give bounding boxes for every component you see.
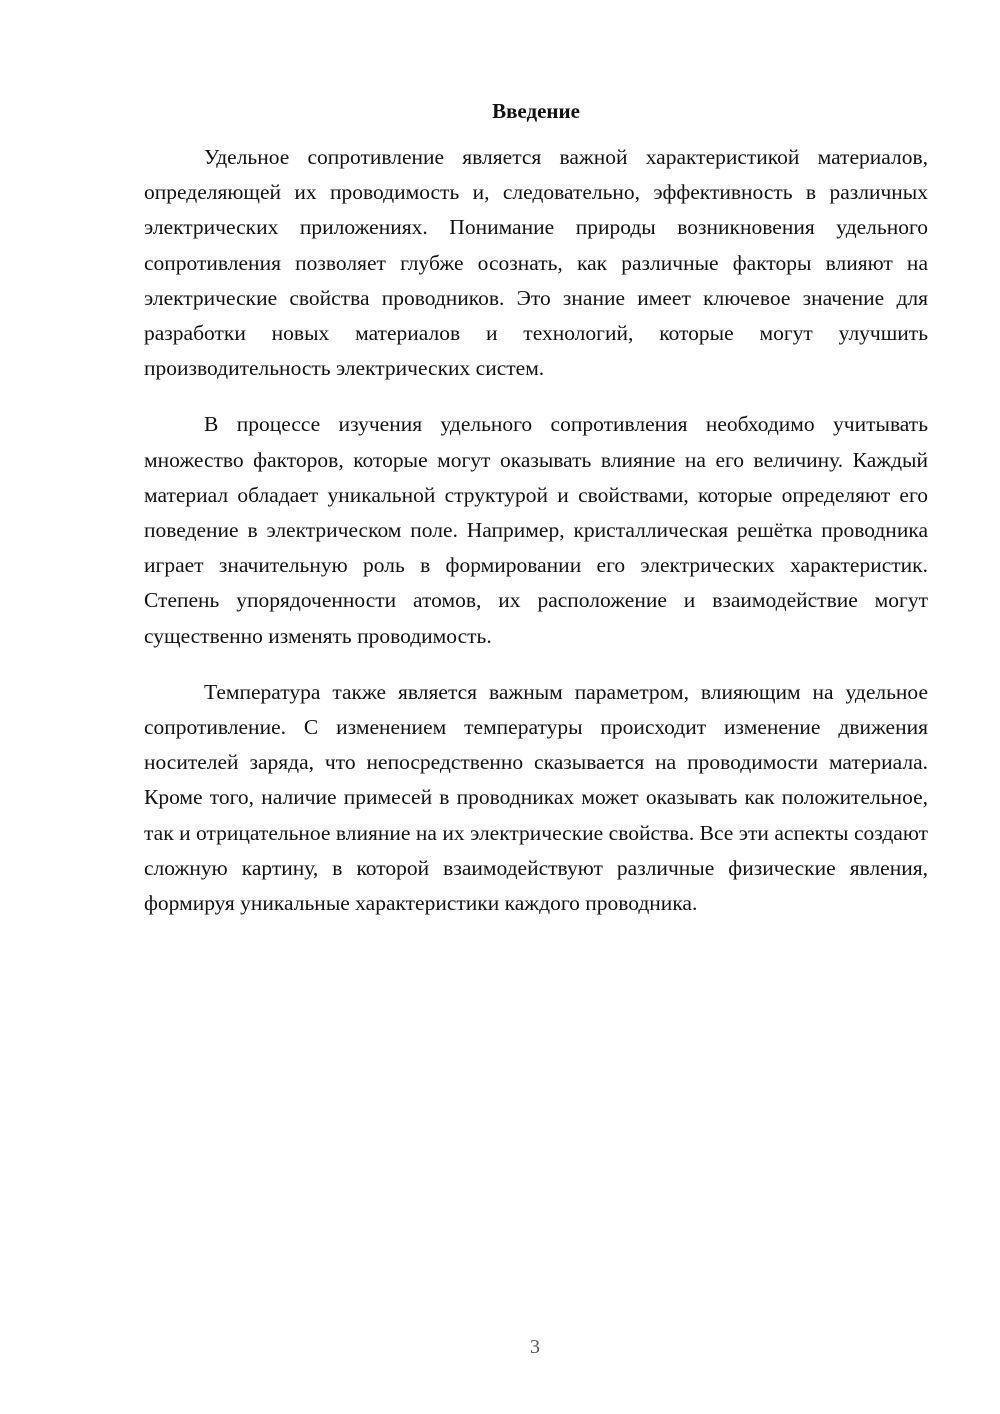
paragraph-2: В процессе изучения удельного сопротивления необходимо учитывать множество факторов, которые могут оказывать влияние на его величину. Каждый материал обладает уникальной структурой и свойствами, которые определяют его поведение в электрическом поле. Например, кристаллическая решётка проводника играет значительную роль в формировании его электрических характеристик. Степень упорядоченности атомов, их расположение и взаимодействие могут существенно изменять проводимость.	[144, 412, 928, 648]
page-number: 3	[530, 1336, 540, 1358]
paragraph-3: Температура также является важным параметром, влияющим на удельное сопротивление. С изменением температуры происходит изменение движения носителей заряда, что непосредственно сказывается на проводимости материала. Кроме того, наличие примесей в проводниках может оказывать как положительное, так и отрицательное влияние на их электрические свойства. Все эти аспекты создают сложную картину, в которой взаимодействуют различные физические явления, формируя уникальные характеристики каждого проводника.	[144, 679, 928, 916]
page-content	[144, 96, 928, 921]
section-title: Введение	[492, 99, 580, 123]
paragraph-1: Удельное сопротивление является важной характеристикой материалов, определяющей их проводимость и, следовательно, эффективность в различных электрических приложениях. Понимание природы возникновения удельного сопротивления позволяет глубже осознать, как различные факторы влияют на электрические свойства проводников. Это знание имеет ключевое значение для разработки новых материалов и технологий, которые могут улучшить производительность электрических систем.	[144, 145, 928, 381]
